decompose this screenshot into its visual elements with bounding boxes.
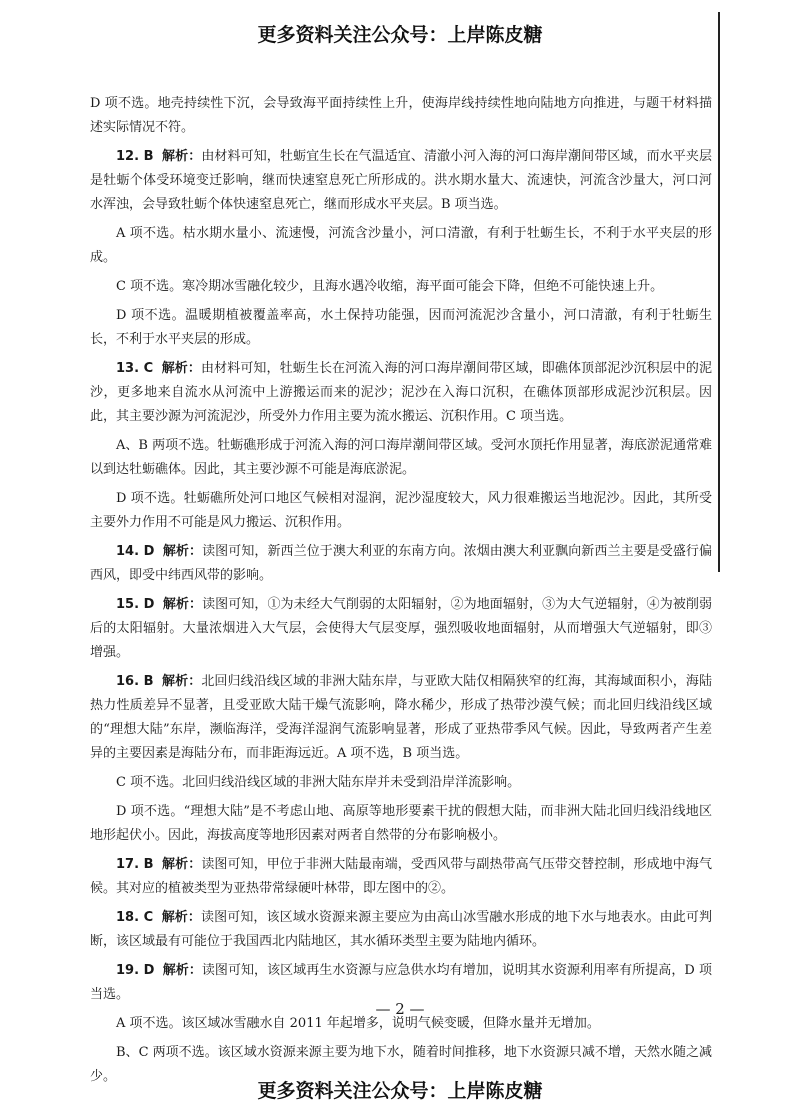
analysis-label: 解析： (162, 963, 202, 978)
paragraph-3: C 项不选。寒冷期冰雪融化较少，且海水遇冷收缩，海平面可能会下降，但绝不可能快速上升。 (116, 279, 664, 294)
paragraph-11: C 项不选。北回归线沿线区域的非洲大陆东岸并未受到沿岸洋流影响。 (116, 775, 521, 790)
question-number: 15. D (116, 597, 155, 612)
paragraph-16: A 项不选。该区域冰雪融水自 2011 年起增多，说明气候变暖，但降水量并无增加。 (116, 1016, 600, 1031)
answer-explanations (90, 92, 712, 1094)
analysis-label: 解析： (161, 910, 202, 925)
answer-17: 17. B 解析：读图可知，甲位于非洲大陆最南端，受西风带与副热带高气压带交替控制，形成地中海气候。其对应的植被类型为亚热带常绿硬叶林带，即左图中的②。 (90, 857, 712, 896)
question-number: 14. D (116, 544, 155, 559)
paragraph-2: A 项不选。枯水期水量小、流速慢，河流含沙量小，河口清澈，有利于牡蛎生长，不利于水平夹层的形成。 (90, 226, 712, 265)
answer-12: 12. B 解析：由材料可知，牡蛎宜生长在气温适宜、清澈小河入海的河口海岸潮间带区域，而水平夹层是牡蛎个体受环境变迁影响，继而快速窒息死亡所形成的。洪水期水量大、流速快，河流含沙量大，河口河水浑浊，会导致牡蛎个体快速窒息死亡，继而形成水平夹层。B 项当选。 (90, 149, 712, 212)
question-number: 19. D (116, 963, 155, 978)
answer-18: 18. C 解析：读图可知，该区域水资源来源主要应为由高山冰雪融水形成的地下水与地表水。由此可判断，该区域最有可能位于我国西北内陆地区，其水循环类型主要为陆地内循环。 (90, 910, 712, 949)
paragraph-4: D 项不选。温暖期植被覆盖率高，水土保持功能强，因而河流泥沙含量小，河口清澈，有利于牡蛎生长，不利于水平夹层的形成。 (90, 308, 712, 347)
page-number: — 2 — (375, 1000, 425, 1018)
paragraph-17: B、C 两项不选。该区域水资源来源主要为地下水，随着时间推移，地下水资源只减不增，天然水随之减少。 (90, 1045, 712, 1084)
footer-title: 更多资料关注公众号：上岸陈皮糖 (257, 1080, 543, 1102)
paragraph-12: D 项不选。“理想大陆”是不考虑山地、高原等地形要素干扰的假想大陆，而非洲大陆北回归线沿线地区地形起伏小。因此，海拔高度等地形因素对两者自然带的分布影响极小。 (90, 804, 712, 843)
analysis-label: 解析： (162, 597, 203, 612)
question-number: 12. B (116, 149, 154, 164)
answer-14: 14. D 解析：读图可知，新西兰位于澳大利亚的东南方向。浓烟由澳大利亚飘向新西兰主要是受盛行偏西风，即受中纬西风带的影响。 (90, 544, 712, 583)
question-number: 13. C (116, 361, 154, 376)
answer-13: 13. C 解析：由材料可知，牡蛎生长在河流入海的河口海岸潮间带区域，即礁体顶部泥沙沉积层中的泥沙，更多地来自流水从河流中上游搬运而来的泥沙；泥沙在入海口沉积，在礁体顶部形成泥沙沉积层。因此，其主要沙源为河流泥沙，所受外力作用主要为流水搬运、沉积作用。C 项当选。 (90, 361, 712, 424)
answer-15: 15. D 解析：读图可知，①为未经大气削弱的太阳辐射，②为地面辐射，③为大气逆辐射，④为被削弱后的太阳辐射。大量浓烟进入大气层，会使得大气层变厚，强烈吸收地面辐射，从而增强大气逆辐射，即③增强。 (90, 597, 712, 660)
question-number: 18. C (116, 910, 154, 925)
paragraph-6: A、B 两项不选。牡蛎礁形成于河流入海的河口海岸潮间带区域。受河水顶托作用显著，海底淤泥通常难以到达牡蛎礁体。因此，其主要沙源不可能是海底淤泥。 (90, 438, 712, 477)
analysis-label: 解析： (162, 674, 202, 689)
question-number: 17. B (116, 857, 154, 872)
answer-19: 19. D 解析：读图可知，该区域再生水资源与应急供水均有增加，说明其水资源利用率有所提高，D 项当选。 (90, 963, 712, 1002)
paragraph-7: D 项不选。牡蛎礁所处河口地区气候相对湿润，泥沙湿度较大，风力很难搬运当地泥沙。因此，其所受主要外力作用不可能是风力搬运、沉积作用。 (90, 491, 712, 530)
question-number: 16. B (116, 674, 154, 689)
binding-edge-line (718, 12, 720, 572)
header-title: 更多资料关注公众号：上岸陈皮糖 (257, 24, 543, 46)
analysis-label: 解析： (161, 361, 202, 376)
answer-16: 16. B 解析：北回归线沿线区域的非洲大陆东岸，与亚欧大陆仅相隔狭窄的红海，其海域面积小，海陆热力性质差异不显著，且受亚欧大陆干燥气流影响，降水稀少，形成了热带沙漠气候；而北回归线沿线区域的“理想大陆”东岸，濒临海洋，受海洋湿润气流影响显著，形成了亚热带季风气候。因此，导致两者产生差异的主要因素是海陆分布，而非距海远近。A 项不选，B 项当选。 (90, 674, 712, 761)
analysis-label: 解析： (162, 544, 203, 559)
analysis-label: 解析： (162, 149, 202, 164)
analysis-label: 解析： (162, 857, 202, 872)
paragraph-0: D 项不选。地壳持续性下沉，会导致海平面持续性上升，使海岸线持续性地向陆地方向推进，与题干材料描述实际情况不符。 (90, 96, 712, 135)
